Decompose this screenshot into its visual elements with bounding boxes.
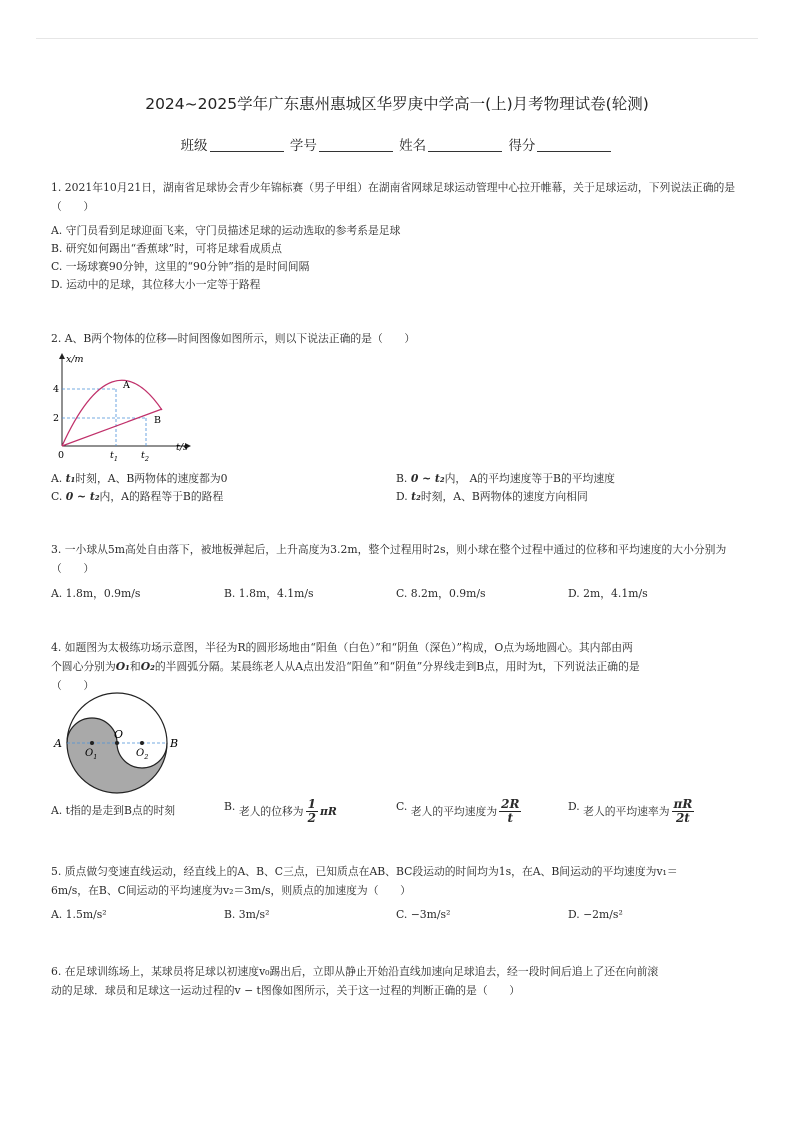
option-d-fraction: $\frac{\pi R}{2t}$ [673,797,693,825]
question-3-option-a[interactable]: A. 1.8m，0.9m/s [51,587,141,600]
name-blank[interactable] [428,151,502,152]
question-3-option-b[interactable]: B. 1.8m，4.1m/s [224,587,314,600]
score-label: 得分 [508,138,536,154]
label-a: A [54,737,62,750]
line-b [62,409,162,446]
question-3-option-c[interactable]: C. 8.2m，0.9m/s [396,587,486,600]
question-2-option-c[interactable]: C. 0 ~ t₂内，A的路程等于B的路程 [51,490,224,503]
question-6-stem-line1: 6. 在足球训练场上，某球员将足球以初速度v₀踢出后，立即从静止开始沿直线加速向足球追去，经一段时间后追上了还在向前滚 [51,965,659,978]
question-2-option-a[interactable]: A. t₁时刻，A、B两物体的速度都为0 [51,472,228,485]
label-o2: $O_2$ [136,748,149,761]
question-2-stem: 2. A、B两个物体的位移—时间图像如图所示，则以下说法正确的是（ ） [51,332,416,345]
question-4-option-c[interactable]: C. 老人的平均速度为 $\frac{2R}{t}$ [396,797,520,825]
y-tick-2: 2 [53,413,60,424]
curve-a [62,380,162,446]
question-5-option-a[interactable]: A. 1.5m/s² [51,908,107,921]
x-tick-t1: $t_1$ [110,450,118,463]
label-o1: $O_1$ [85,748,98,761]
label-o: O [114,728,124,741]
question-3-option-d[interactable]: D. 2m，4.1m/s [568,587,648,600]
student-info-line [0,134,794,154]
question-4-option-b[interactable]: B. 老人的位移为 $\frac{1}{2}$ πR [224,797,337,825]
option-b-fraction: $\frac{1}{2}$ [307,797,316,825]
taiji-diagram [52,690,182,800]
curve-a-label: A [123,380,130,391]
question-5-option-d[interactable]: D. −2m/s² [568,908,623,921]
line-b-label: B [154,415,161,426]
origin-label: 0 [58,450,65,461]
question-4-stem-line3: （ ） [51,679,95,692]
top-divider [36,38,758,39]
question-5-stem-line1: 5. 质点做匀变速直线运动，经直线上的A、B、C三点，已知质点在AB、BC段运动的时间均为1s，在A、B间运动的平均速度为v₁＝ [51,865,678,878]
point-o [115,741,119,745]
x-axis-label: t/s [176,442,188,453]
point-o1 [90,741,94,745]
class-label: 班级 [180,138,208,154]
x-tick-t2: $t_2$ [141,450,149,463]
label-b: B [170,737,179,750]
question-4-stem-line2: 个圆心分别为O₁和O₂的半圆弧分隔。某晨练老人从A点出发沿“阳鱼”和“阴鱼”分界线走到B点，用时为t，下列说法正确的是 [51,660,640,673]
page-title: 2024~2025学年广东惠州惠城区华罗庚中学高一(上)月考物理试卷(轮测) [145,95,649,113]
y-tick-4: 4 [53,384,60,395]
question-2-option-b[interactable]: B. 0 ~ t₂内， A的平均速度等于B的平均速度 [396,472,615,485]
point-o2 [140,741,144,745]
score-blank[interactable] [537,151,611,152]
question-4-stem-line1: 4. 如题图为太极练功场示意图，半径为R的圆形场地由“阳鱼（白色）”和“阴鱼（深色）”构成，O点为场地圆心。其内部由两 [51,641,633,654]
question-1-option-a[interactable]: A. 守门员看到足球迎面飞来，守门员描述足球的运动选取的参考系是足球 [51,224,401,237]
question-1-option-b[interactable]: B. 研究如何踢出“香蕉球”时，可将足球看成质点 [51,242,282,255]
question-1-option-d[interactable]: D. 运动中的足球，其位移大小一定等于路程 [51,278,261,291]
question-4-option-a[interactable]: A. t指的是走到B点的时刻 [51,804,176,817]
question-3-stem: 3. 一小球从5m高处自由落下，被地板弹起后，上升高度为3.2m，整个过程用时2s，则小球在整个过程中通过的位移和平均速度的大小分别为（ ） [51,543,727,575]
displacement-time-graph [50,350,200,465]
question-1-stem: 1. 2021年10月21日，湖南省足球协会青少年锦标赛（男子甲组）在湖南省网球足球运动管理中心拉开帷幕，关于足球运动，下列说法正确的是（ ） [51,181,736,213]
option-c-fraction: $\frac{2R}{t}$ [501,797,520,825]
question-5-stem-line2: 6m/s，在B、C间运动的平均速度为v₂＝3m/s，则质点的加速度为（ ） [51,884,411,897]
question-5-option-b[interactable]: B. 3m/s² [224,908,270,921]
question-1-option-c[interactable]: C. 一场球赛90分钟，这里的“90分钟”指的是时间间隔 [51,260,310,273]
id-blank[interactable] [319,151,393,152]
id-label: 学号 [289,138,317,154]
question-6-stem-line2: 动的足球．球员和足球这一运动过程的v − t图像如图所示，关于这一过程的判断正确的是（ ） [51,984,521,997]
class-blank[interactable] [210,151,284,152]
question-4-option-d[interactable]: D. 老人的平均速率为 $\frac{\pi R}{2t}$ [568,797,693,825]
question-5-option-c[interactable]: C. −3m/s² [396,908,451,921]
question-2-option-d[interactable]: D. t₂时刻，A、B两物体的速度方向相同 [396,490,588,503]
y-axis-label: x/m [66,354,84,365]
name-label: 姓名 [399,138,427,154]
